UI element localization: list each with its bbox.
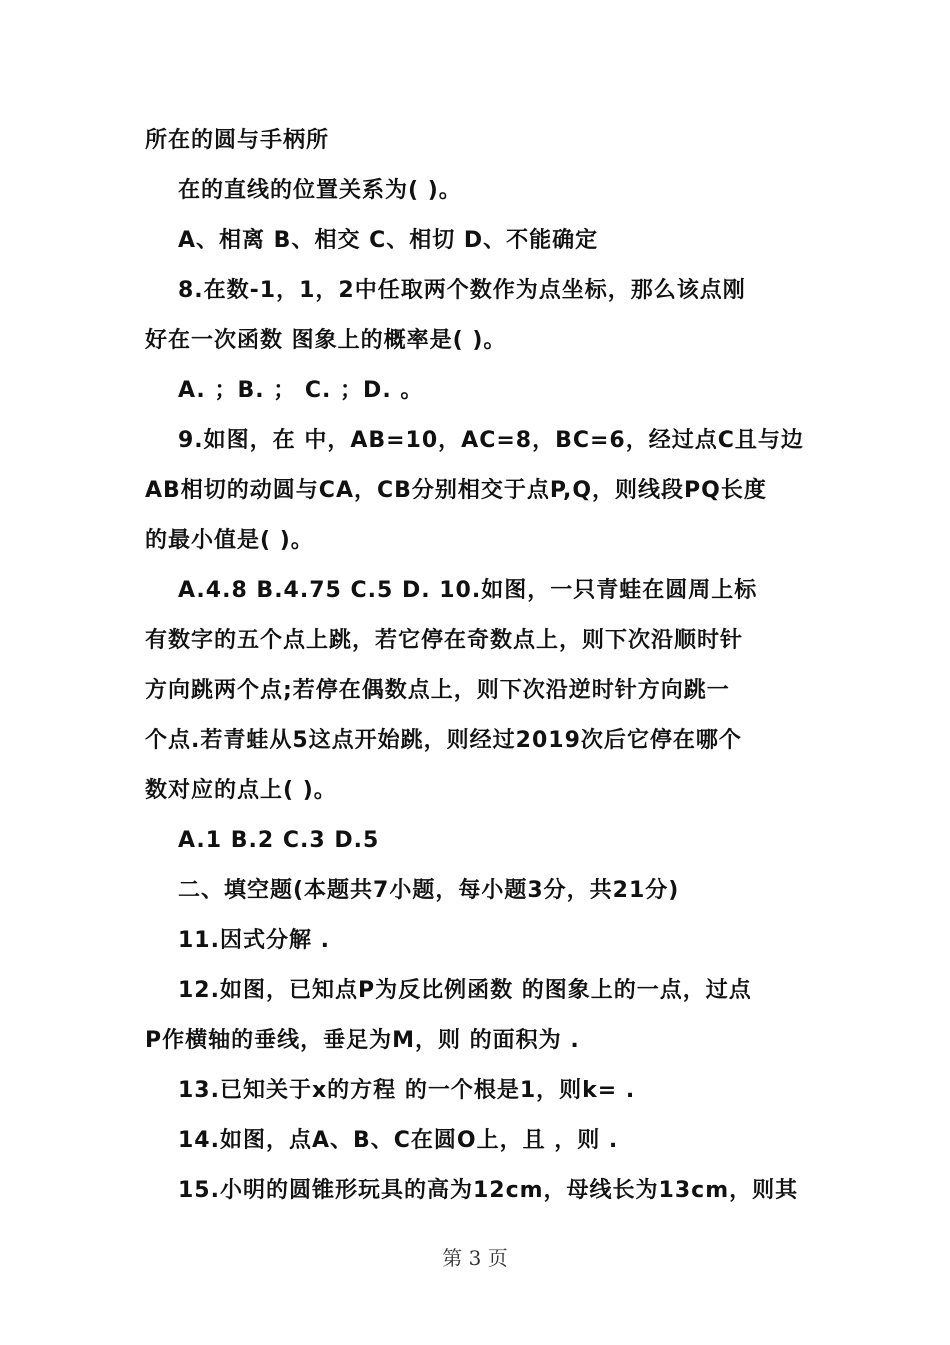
question-8: 8.在数-1，1，2中任取两个数作为点坐标，那么该点刚 <box>178 278 746 303</box>
text-line: 所在的圆与手柄所 <box>145 128 330 153</box>
text-line: 的最小值是( )。 <box>145 528 314 553</box>
section-heading: 二、填空题(本题共7小题，每小题3分，共21分) <box>178 878 680 903</box>
text-line: 有数字的五个点上跳，若它停在奇数点上，则下次沿顺时针 <box>145 628 744 653</box>
answer-options: A、相离 B、相交 C、相切 D、不能确定 <box>178 228 599 253</box>
question-14: 14.如图，点A、B、C在圆O上，且 ，则 . <box>178 1128 619 1153</box>
text-line: P作横轴的垂线，垂足为M，则 的面积为 . <box>145 1028 580 1053</box>
question-13: 13.已知关于x的方程 的一个根是1，则k= . <box>178 1078 636 1103</box>
answer-options: A. ；B. ； C. ；D. 。 <box>178 378 424 403</box>
text-line: 个点.若青蛙从5这点开始跳，则经过2019次后它停在哪个 <box>145 728 742 753</box>
answer-options: A.1 B.2 C.3 D.5 <box>178 828 380 853</box>
question-11: 11.因式分解 . <box>178 928 330 953</box>
question-10: A.4.8 B.4.75 C.5 D. 10.如图，一只青蛙在圆周上标 <box>178 578 758 603</box>
page-number: 第 3 页 <box>442 1246 508 1270</box>
text-line: 好在一次函数 图象上的概率是( )。 <box>145 328 507 353</box>
question-12: 12.如图，已知点P为反比例函数 的图象上的一点，过点 <box>178 978 752 1003</box>
text-line: 在的直线的位置关系为( )。 <box>178 178 462 203</box>
text-line: 数对应的点上( )。 <box>145 778 337 803</box>
question-15: 15.小明的圆锥形玩具的高为12cm，母线长为13cm，则其 <box>178 1178 799 1203</box>
text-line: AB相切的动圆与CA，CB分别相交于点P,Q，则线段PQ长度 <box>145 478 767 503</box>
text-line: 方向跳两个点;若停在偶数点上，则下次沿逆时针方向跳一 <box>145 678 730 703</box>
question-9: 9.如图，在 中，AB=10，AC=8，BC=6，经过点C且与边 <box>178 428 804 453</box>
